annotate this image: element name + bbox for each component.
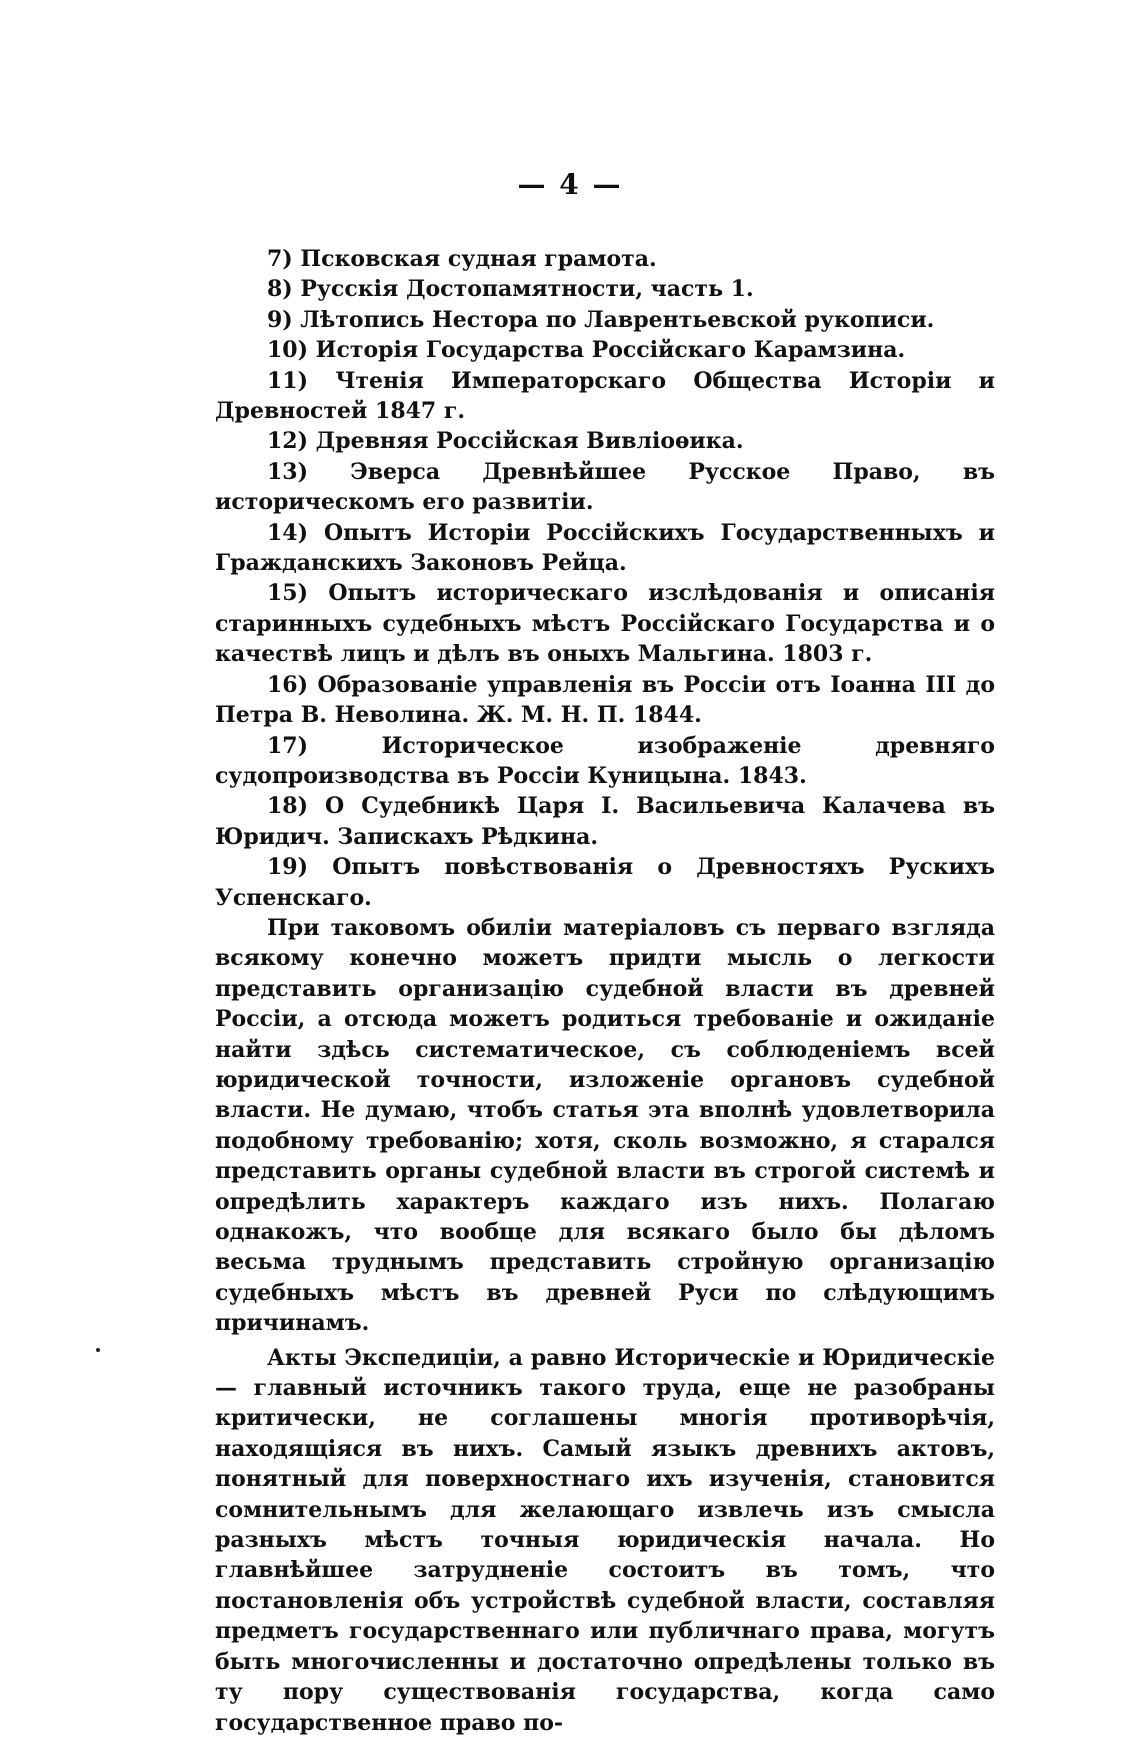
source-item-10: 10) Исторія Государства Россійскаго Карамзина. <box>267 337 906 364</box>
source-item-13: 13) Эверса Древнѣйшее Русское Право, въ историческомъ его развитіи. <box>215 458 995 516</box>
source-item-19: 19) Опытъ повѣствованія о Древностяхъ Рускихъ Успенскаго. <box>215 854 995 911</box>
source-item-17: 17) Историческое изображеніе древняго судопроизводства въ Россіи Куницына. 1843. <box>215 732 995 789</box>
source-item-15: 15) Опытъ историческаго изслѣдованія и описанія старинныхъ судебныхъ мѣстъ Россійскаго Государства и о качествѣ лицъ и дѣлъ въ оныхъ Мальгина. 1803 г. <box>215 580 995 668</box>
source-item-12: 12) Древняя Россійская Вивліоѳика. <box>267 428 744 455</box>
page-number: — 4 — <box>517 168 623 201</box>
source-item-9: 9) Лѣтопись Нестора по Лаврентьевской рукописи. <box>267 306 935 333</box>
source-item-18: 18) О Судебникѣ Царя І. Васильевича Калачева въ Юридич. Запискахъ Рѣдкина. <box>215 793 995 850</box>
source-item-7: 7) Псковская судная грамота. <box>267 246 657 272</box>
source-item-16: 16) Образованіе управленія въ Россіи отъ Іоанна III до Петра В. Неволина. Ж. М. Н. П. 1844. <box>215 671 995 729</box>
paragraph: При таковомъ обиліи матеріаловъ съ перваго взгляда всякому конечно можетъ придти мысль о легкости представить организацію судебной власти въ древней Россіи, а отсюда можетъ родиться требованіе и ожиданіе найти здѣсь систематическое, съ соблюденіемъ всей юридической точности, изложеніе органовъ судебной власти. Не думаю, чтобъ статья эта вполнѣ удовлетворила подобному требованію; хотя, сколь возможно, я старался представить органы судебной власти въ строгой системѣ и опредѣлить характеръ каждаго изъ нихъ. Полагаю однакожъ, что вообще для всякаго было бы дѣломъ весьма труднымъ представить стройную организацію судебныхъ мѣстъ въ древней Руси по слѣдующимъ причинамъ. <box>215 914 995 1337</box>
source-item-14: 14) Опытъ Исторіи Россійскихъ Государственныхъ и Гражданскихъ Законовъ Рейца. <box>215 519 995 577</box>
source-item-8: 8) Русскія Достопамятности, часть 1. <box>267 276 754 303</box>
print-speck <box>96 1348 100 1352</box>
text-block <box>215 244 995 1738</box>
paragraph: Акты Экспедиціи, а равно Историческіе и Юридическіе — главный источникъ такого труда, еще не разобраны критически, не соглашены многія противорѣчія, находящіяся въ нихъ. Самый языкъ древнихъ актовъ, понятный для поверхностнаго ихъ изученія, становится сомнительнымъ для желающаго извлечь изъ смысла разныхъ мѣстъ точныя юридическія начала. Но главнѣйшее затрудненіе состоитъ въ томъ, что постановленія объ устройствѣ судебной власти, составляя предметъ государственнаго или публичнаго права, могутъ быть многочисленны и достаточно опредѣлены только въ ту пору существованія государства, когда само государственное право по- <box>215 1344 995 1736</box>
source-item-11: 11) Чтенія Императорскаго Общества Исторіи и Древностей 1847 г. <box>215 367 995 425</box>
